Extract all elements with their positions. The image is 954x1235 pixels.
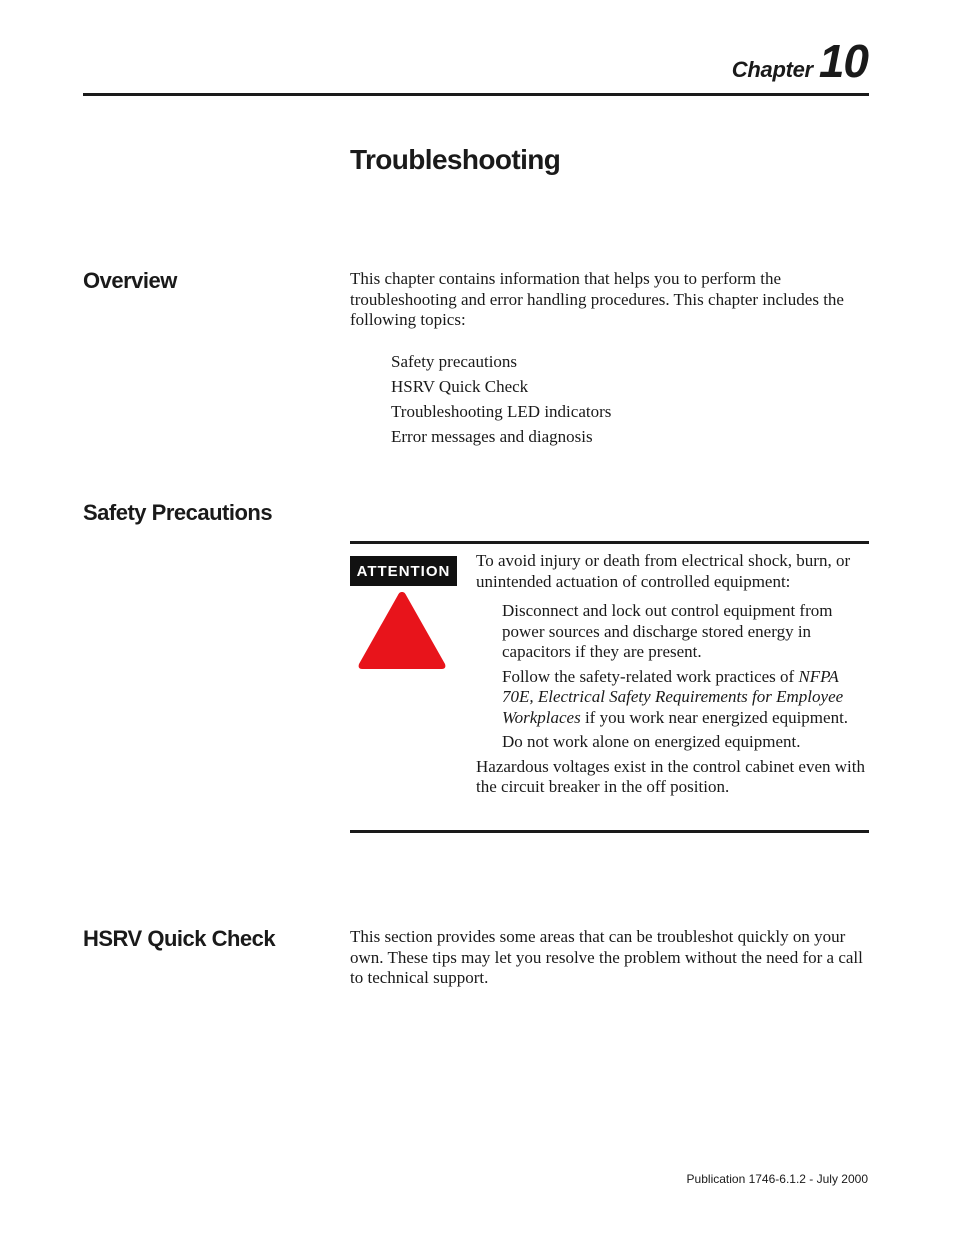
attention-badge: ATTENTION bbox=[350, 556, 457, 586]
attention-top-rule bbox=[350, 541, 869, 544]
safety-item-nfpa-lead: Follow the safety-related work practices of bbox=[502, 666, 799, 686]
overview-heading: Overview bbox=[83, 268, 177, 293]
attention-intro: To avoid injury or death from electrical shock, burn, or unintended actuation of controlled equipment: bbox=[476, 551, 851, 591]
publication-footer: Publication 1746-6.1.2 - July 2000 bbox=[686, 1172, 868, 1186]
attention-outro: Hazardous voltages exist in the control cabinet even with the circuit breaker in the off position. bbox=[476, 756, 865, 796]
overview-intro: This chapter contains information that helps you to perform the troubleshooting and error handling procedures. This chapter includes the following topics: bbox=[350, 269, 844, 329]
list-item: Troubleshooting LED indicators bbox=[391, 402, 612, 421]
header-rule bbox=[83, 93, 869, 96]
attention-bottom-rule bbox=[350, 830, 869, 833]
quick-check-text: This section provides some areas that can be troubleshot quickly on your own. These tips may let you resolve the problem without the need for a call to technical support. bbox=[350, 927, 863, 987]
page-title: Troubleshooting bbox=[350, 144, 561, 175]
safety-item-nfpa-tail: if you work near energized equipment. bbox=[580, 707, 849, 727]
nfpa-reference: NFPA 70E, Electrical Safety Requirements for Employee Workplaces bbox=[502, 666, 844, 727]
quick-check-heading: HSRV Quick Check bbox=[83, 926, 276, 951]
topic-list bbox=[391, 349, 611, 449]
chapter-number: 10 bbox=[818, 35, 868, 87]
warning-triangle-icon bbox=[357, 590, 447, 670]
safety-heading: Safety Precautions bbox=[83, 500, 273, 525]
list-item: Error messages and diagnosis bbox=[391, 427, 593, 446]
chapter-header bbox=[732, 34, 868, 88]
list-item: HSRV Quick Check bbox=[391, 377, 529, 396]
attention-message bbox=[476, 551, 868, 798]
safety-item-nfpa bbox=[502, 667, 868, 729]
chapter-label: Chapter bbox=[731, 57, 813, 82]
list-item: Safety precautions bbox=[391, 352, 518, 371]
safety-item-not-alone: Do not work alone on energized equipment. bbox=[502, 732, 801, 751]
safety-item-disconnect: Disconnect and lock out control equipment from power sources and discharge stored energy in capacitors if they are present. bbox=[502, 601, 833, 661]
